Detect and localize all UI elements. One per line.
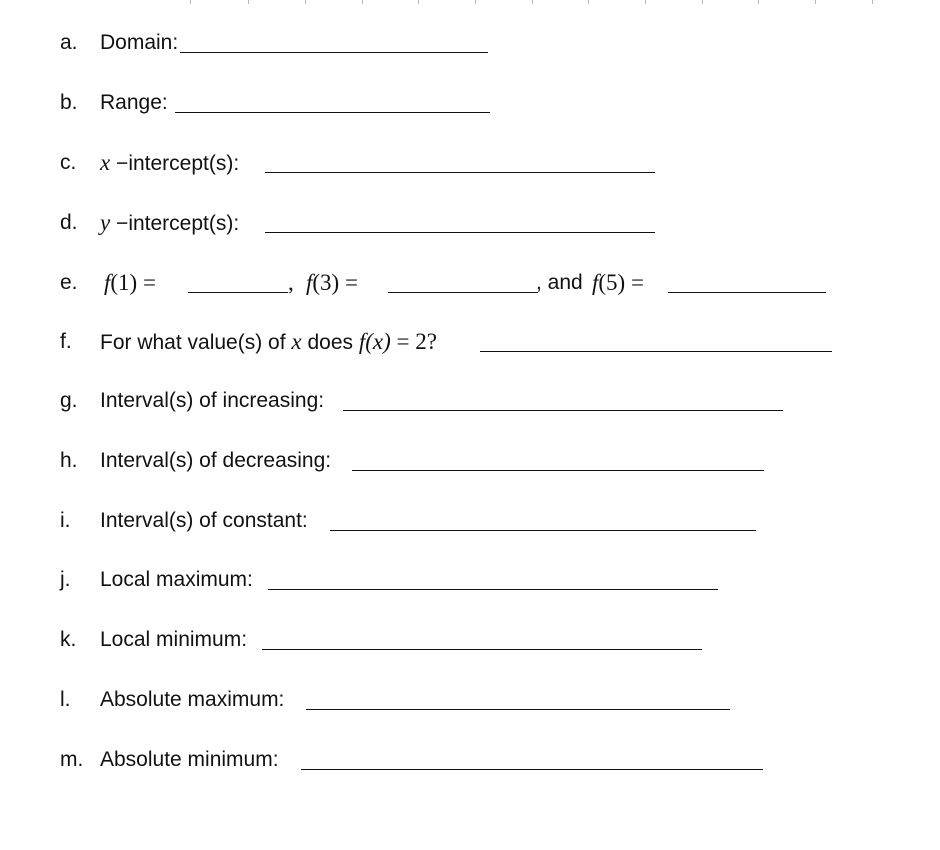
item-letter: d. [60,211,78,234]
function-f: f [358,329,366,354]
item-label: Absolute minimum: [100,748,279,771]
item-label: Interval(s) of constant: [100,509,308,532]
item-solve-f-equals-2 [0,327,940,357]
function-argument: (x) [365,329,391,354]
answer-blank[interactable] [343,410,783,411]
function-f: f [592,270,599,295]
question-text-does: does [307,331,354,354]
item-label: −intercept(s): [110,152,240,175]
answer-blank[interactable] [175,112,490,113]
function-f: f [104,270,111,295]
and-text: , and [536,271,583,294]
f-of-3-blank[interactable] [388,292,538,293]
f-of-5-label: (5) = [598,270,644,295]
item-letter: k. [60,628,77,651]
answer-blank[interactable] [265,172,655,173]
equation-value: = 2? [390,329,437,354]
item-function-values [0,268,940,298]
item-letter: f. [60,330,72,353]
answer-blank[interactable] [306,709,730,710]
item-label: Range: [100,91,168,114]
item-label: Local minimum: [100,628,248,651]
item-letter: i. [60,509,71,532]
answer-blank[interactable] [265,232,655,233]
item-letter: a. [60,31,78,54]
item-label: Local maximum: [100,568,253,591]
answer-blank[interactable] [268,589,718,590]
ruler-tick-marks [0,0,940,6]
item-letter: g. [60,389,78,412]
f-of-5-blank[interactable] [668,292,826,293]
item-label: Domain: [100,31,179,54]
item-letter: h. [60,449,78,472]
answer-blank[interactable] [480,351,832,352]
f-of-1-label: (1) = [110,270,156,295]
item-letter: j. [60,568,71,591]
item-label: Interval(s) of increasing: [100,389,325,412]
item-letter: e. [60,271,78,294]
function-f: f [306,270,313,295]
variable-x: x [100,150,111,175]
answer-blank[interactable] [301,769,763,770]
item-letter: m. [60,748,84,771]
variable-x: x [291,329,302,354]
answer-blank[interactable] [180,52,488,53]
item-label: Interval(s) of decreasing: [100,449,332,472]
answer-blank[interactable] [330,530,756,531]
answer-blank[interactable] [262,649,702,650]
f-of-1-blank[interactable] [188,292,288,293]
f-of-3-label: (3) = [312,270,358,295]
comma: , [288,270,294,295]
question-text: For what value(s) of [100,331,286,354]
variable-y: y [100,210,111,235]
item-label: Absolute maximum: [100,688,285,711]
item-letter: b. [60,91,78,114]
item-letter: c. [60,151,77,174]
answer-blank[interactable] [352,470,764,471]
item-letter: l. [60,688,71,711]
item-label: −intercept(s): [110,212,240,235]
